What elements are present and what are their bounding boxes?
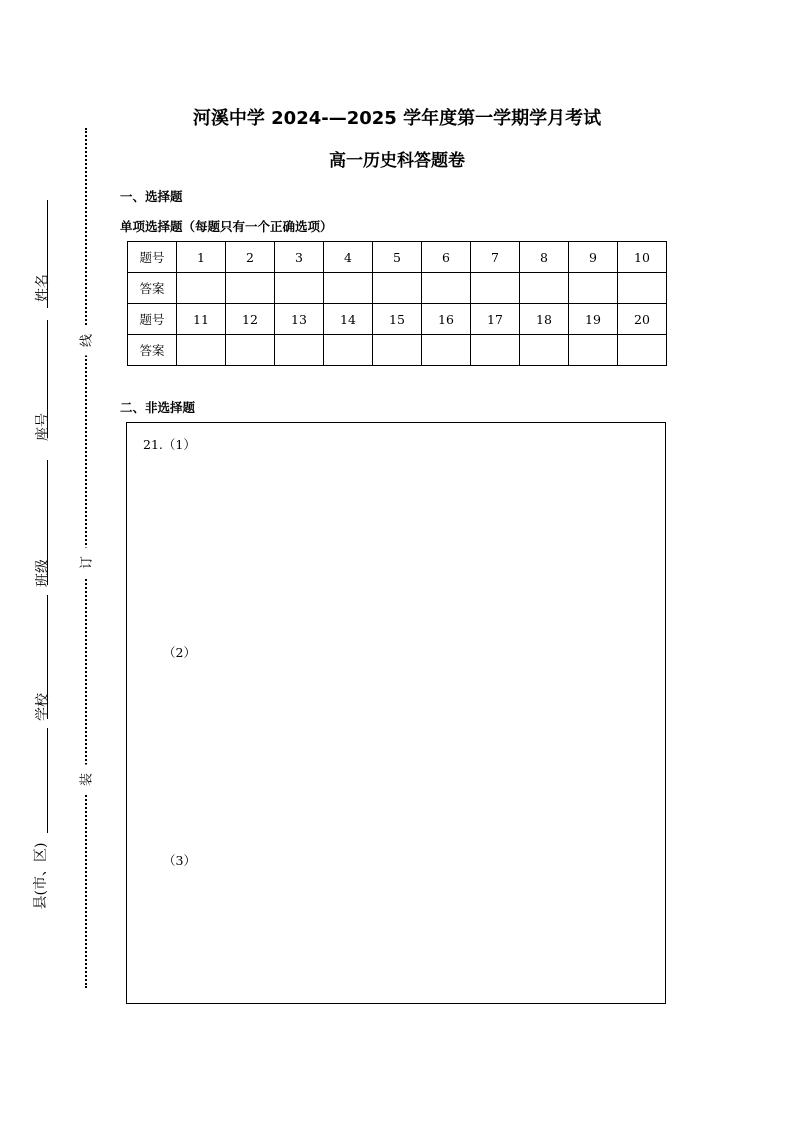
- answer-cell[interactable]: [422, 273, 471, 304]
- question-number: 8: [520, 242, 569, 273]
- name-line: [47, 200, 48, 308]
- answer-cell[interactable]: [177, 335, 226, 366]
- binding-char-line: 线: [76, 326, 95, 356]
- question-number: 3: [275, 242, 324, 273]
- answer-row-2: [128, 335, 667, 366]
- section2-heading: 二、非选择题: [120, 400, 196, 415]
- school-label: 学校: [35, 693, 51, 721]
- row-label-number: 题号: [128, 242, 177, 273]
- answer-cell[interactable]: [275, 273, 324, 304]
- question-number: 10: [618, 242, 667, 273]
- answer-row-1: [128, 273, 667, 304]
- question-number: 20: [618, 304, 667, 335]
- section1-subheading: 单项选择题（每题只有一个正确选项）: [120, 219, 333, 234]
- question-number: 12: [226, 304, 275, 335]
- question-number: 5: [373, 242, 422, 273]
- answer-sheet-title: 高一历史科答题卷: [329, 151, 465, 171]
- section1-heading: 一、选择题: [120, 189, 183, 204]
- answer-cell[interactable]: [471, 273, 520, 304]
- answer-cell[interactable]: [520, 273, 569, 304]
- seat-line: [47, 320, 48, 438]
- row-label-number: 题号: [128, 304, 177, 335]
- question-number: 14: [324, 304, 373, 335]
- county-label: 县(市、区): [33, 842, 49, 910]
- exam-title: 河溪中学 2024-—2025 学年度第一学期学月考试: [192, 108, 602, 129]
- question-number-row-1: [128, 242, 667, 273]
- question-number: 2: [226, 242, 275, 273]
- question-number: 4: [324, 242, 373, 273]
- question-number: 11: [177, 304, 226, 335]
- answer-cell[interactable]: [569, 273, 618, 304]
- question-number: 17: [471, 304, 520, 335]
- seat-label: 座号: [35, 413, 51, 441]
- answer-cell[interactable]: [618, 273, 667, 304]
- binding-char-ding: 订: [76, 548, 95, 578]
- county-line: [47, 728, 48, 833]
- row-label-answer: 答案: [128, 335, 177, 366]
- binding-char-zhuang: 装: [76, 765, 95, 795]
- class-label: 班级: [35, 559, 51, 587]
- question-number: 1: [177, 242, 226, 273]
- class-line: [47, 460, 48, 585]
- question-number: 6: [422, 242, 471, 273]
- answer-cell[interactable]: [373, 335, 422, 366]
- answer-cell[interactable]: [471, 335, 520, 366]
- answer-cell[interactable]: [520, 335, 569, 366]
- answer-box[interactable]: [126, 422, 666, 1004]
- answer-cell[interactable]: [324, 273, 373, 304]
- answer-cell[interactable]: [618, 335, 667, 366]
- name-label: 姓名: [35, 274, 51, 302]
- question-number-row-2: [128, 304, 667, 335]
- answer-cell[interactable]: [177, 273, 226, 304]
- question-number: 9: [569, 242, 618, 273]
- answer-cell[interactable]: [226, 335, 275, 366]
- question-21-part-2: （2）: [163, 645, 196, 660]
- question-number: 18: [520, 304, 569, 335]
- answer-cell[interactable]: [226, 273, 275, 304]
- answer-cell[interactable]: [569, 335, 618, 366]
- answer-cell[interactable]: [324, 335, 373, 366]
- row-label-answer: 答案: [128, 273, 177, 304]
- school-line: [47, 595, 48, 719]
- question-number: 13: [275, 304, 324, 335]
- question-number: 19: [569, 304, 618, 335]
- answer-cell[interactable]: [422, 335, 471, 366]
- answer-cell[interactable]: [373, 273, 422, 304]
- question-number: 15: [373, 304, 422, 335]
- answer-cell[interactable]: [275, 335, 324, 366]
- answer-table: [127, 241, 667, 366]
- question-21-part-1: 21.（1）: [143, 437, 196, 452]
- question-number: 7: [471, 242, 520, 273]
- question-21-part-3: （3）: [163, 853, 196, 868]
- question-number: 16: [422, 304, 471, 335]
